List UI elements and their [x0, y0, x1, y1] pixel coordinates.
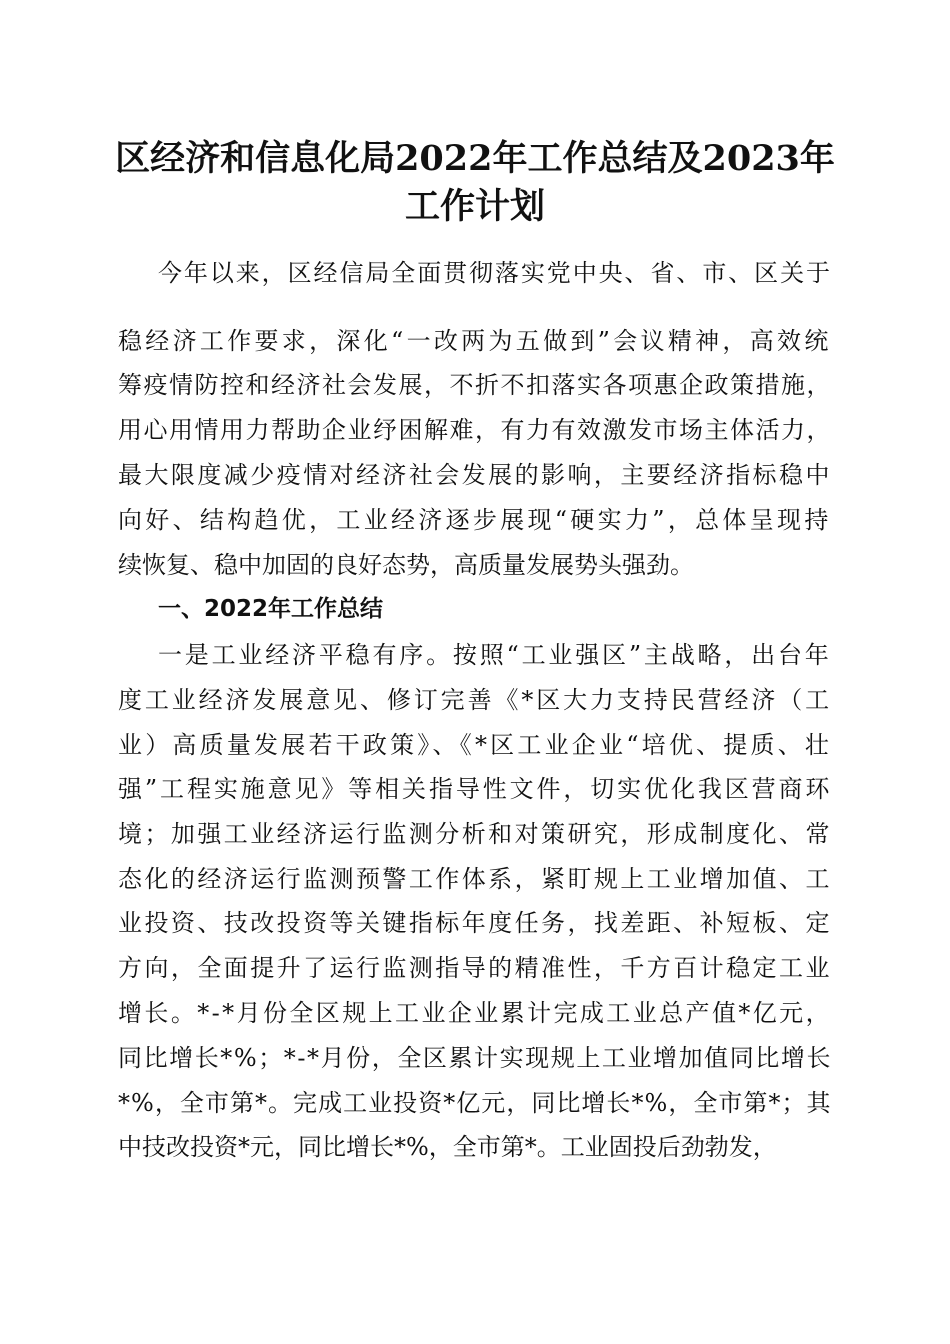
- section-1-heading: 一、2022年工作总结: [158, 596, 384, 622]
- section-1-line-4: 强”工程实施意见》等相关指导性文件，切实优化我区营商环: [118, 775, 833, 803]
- section-1-line-3: 业）高质量发展若干政策》、《*区工业企业“培优、提质、壮: [118, 731, 833, 759]
- intro-line-1: 今年以来，区经信局全面贯彻落实党中央、省、市、区关于: [158, 259, 832, 287]
- intro-line-4: 用心用情用力帮助企业纾困解难，有力有效激发市场主体活力，: [118, 416, 832, 444]
- intro-line-7: 续恢复、稳中加固的良好态势，高质量发展势头强劲。: [118, 551, 694, 579]
- intro-line-6: 向好、结构趋优，工业经济逐步展现“硬实力”，总体呈现持: [118, 506, 832, 534]
- document-title-line-1: 区经济和信息化局2022年工作总结及2023年: [115, 138, 835, 179]
- section-1-line-6: 态化的经济运行监测预警工作体系，紧盯规上工业增加值、工: [118, 865, 832, 893]
- section-1-line-7: 业投资、技改投资等关键指标年度任务，找差距、补短板、定: [118, 909, 832, 937]
- section-1-line-8: 方向，全面提升了运行监测指导的精准性，千方百计稳定工业: [118, 954, 832, 982]
- intro-line-2: 稳经济工作要求，深化“一改两为五做到”会议精神，高效统: [118, 327, 832, 355]
- section-1-line-9: 增长。*-*月份全区规上工业企业累计完成工业总产值*亿元，: [118, 999, 832, 1027]
- section-1-line-5: 境；加强工业经济运行监测分析和对策研究，形成制度化、常: [118, 820, 832, 848]
- section-1-line-2: 度工业经济发展意见、修订完善《*区大力支持民营经济（工: [118, 686, 833, 714]
- document-title-line-2: 工作计划: [404, 186, 545, 227]
- section-1-line-1: 一是工业经济平稳有序。按照“工业强区”主战略，出台年: [158, 641, 832, 669]
- section-1-line-11: *%，全市第*。完成工业投资*亿元，同比增长*%，全市第*；其: [118, 1089, 832, 1117]
- intro-line-3: 筹疫情防控和经济社会发展，不折不扣落实各项惠企政策措施，: [118, 371, 832, 399]
- intro-line-5: 最大限度减少疫情对经济社会发展的影响，主要经济指标稳中: [118, 461, 832, 489]
- section-1-line-10: 同比增长*%；*-*月份，全区累计实现规上工业增加值同比增长: [118, 1044, 833, 1072]
- section-1-line-12: 中技改投资*元，同比增长*%，全市第*。工业固投后劲勃发，: [118, 1133, 777, 1161]
